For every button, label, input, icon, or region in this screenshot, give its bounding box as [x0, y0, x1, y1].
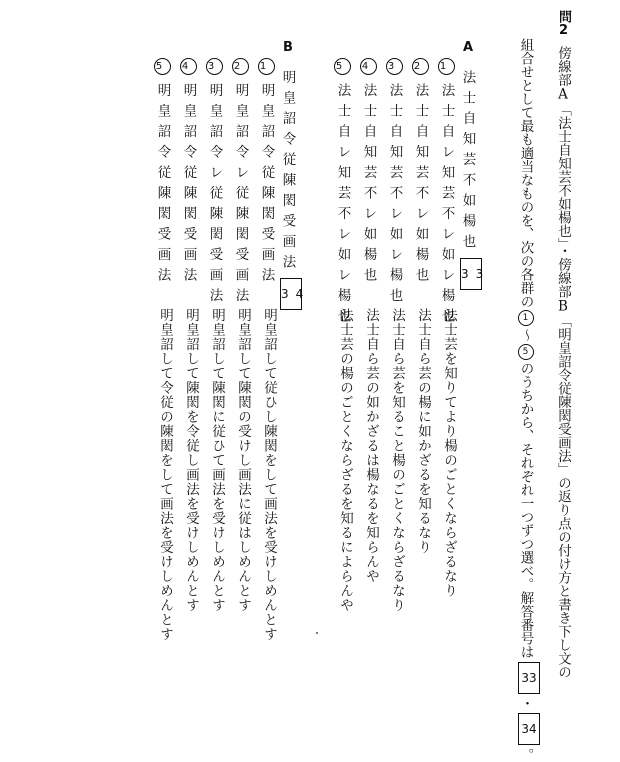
question-line-1: 傍線部A「法士自知芸不如楊也」・傍線部B「明皇詔令従陳閎受画法」の返り点の付け方と書き下し文の: [555, 46, 571, 679]
group-a-reading-5: 法士芸の楊のごとくならざるを知るによらんや: [337, 308, 353, 613]
group-a-option-5[interactable]: [334, 58, 351, 329]
question-heading: [556, 10, 571, 679]
scan-speck: [316, 632, 318, 634]
question-instructions: [518, 38, 541, 762]
group-b-reading-4: 明皇詔して陳閎を令従し画法を受けしめんとす: [183, 308, 199, 613]
group-b-label: B: [280, 40, 296, 62]
group-a-reading-2: 法士自ら芸の楊に如かざるを知るなり: [415, 308, 431, 555]
option-number: 3: [386, 58, 403, 75]
group-b-reading-1: 明皇詔して従ひし陳閎をして画法を受けしめんとす: [261, 308, 277, 642]
group-a-reading-3: 法士自ら芸を知ること楊のごとくならざるなり: [389, 308, 405, 613]
option-number: 2: [412, 58, 429, 75]
option-number: 2: [232, 58, 249, 75]
group-a-label: A: [460, 40, 476, 62]
group-b-header: [279, 40, 311, 313]
option-number: 5: [334, 58, 351, 75]
circle-number-first: 1: [518, 310, 534, 326]
option-kanbun: 法士自レ知芸不レ如レ楊也: [334, 83, 351, 329]
group-b-option-3[interactable]: [206, 58, 223, 309]
group-a-passage: 法士自知芸不如楊也: [459, 70, 476, 255]
group-a-option-1[interactable]: [438, 58, 455, 329]
option-kanbun: 明皇詔令レ従陳閎受画法: [232, 83, 249, 309]
group-a-header: [459, 40, 491, 293]
group-a-reading-4: 法士自ら芸の如かざるは楊なるを知らんや: [363, 308, 379, 584]
option-number: 4: [360, 58, 377, 75]
option-number: 1: [438, 58, 455, 75]
group-a-option-2[interactable]: [412, 58, 429, 288]
group-b-passage: 明皇詔令従陳閎受画法: [279, 70, 296, 275]
answer-box-33[interactable]: 33: [518, 662, 540, 694]
option-kanbun: 明皇詔令従陳閎受画法: [154, 83, 171, 288]
option-kanbun: 法士自知芸不レ如楊也: [412, 83, 429, 288]
group-b-reading-3: 明皇詔して陳閎に従ひて画法を受けしめんとす: [209, 308, 225, 613]
option-number: 5: [154, 58, 171, 75]
group-b-option-1[interactable]: [258, 58, 275, 288]
group-a-reading-1: 法士芸を知りてより楊のごとくならざるなり: [441, 308, 457, 598]
group-b-option-4[interactable]: [180, 58, 197, 288]
option-kanbun: 法士自知芸不レ如レ楊也: [386, 83, 403, 309]
question-line-2-start: 組合せとして最も適当なものを、次の各群の: [517, 38, 534, 308]
option-number: 1: [258, 58, 275, 75]
group-b-reading-2: 明皇詔して陳閎の受けし画法に従はしめんとす: [235, 308, 251, 613]
box-separator: ・: [517, 696, 534, 710]
group-a-option-4[interactable]: [360, 58, 377, 288]
option-number: 3: [206, 58, 223, 75]
option-number: 4: [180, 58, 197, 75]
group-a-answer-box[interactable]: 33: [460, 258, 482, 290]
group-b-answer-box[interactable]: 34: [280, 278, 302, 310]
question-number: 問2: [556, 10, 571, 38]
question-period: 。: [517, 748, 534, 762]
option-kanbun: 法士自知芸不レ如楊也: [360, 83, 377, 288]
range-mark: ～: [517, 328, 534, 342]
group-b-option-5[interactable]: [154, 58, 171, 288]
option-kanbun: 法士自レ知芸不レ如レ楊也: [438, 83, 455, 329]
question-line-2-end: のうちから、それぞれ一つずつ選べ。解答番号は: [517, 361, 534, 659]
option-kanbun: 明皇詔令従陳閎受画法: [180, 83, 197, 288]
option-kanbun: 明皇詔令従陳閎受画法: [258, 83, 275, 288]
answer-box-34[interactable]: 34: [518, 713, 540, 745]
group-b-option-2[interactable]: [232, 58, 249, 309]
group-a-option-3[interactable]: [386, 58, 403, 309]
option-kanbun: 明皇詔令レ従陳閎受画法: [206, 83, 223, 309]
circle-number-last: 5: [518, 344, 534, 360]
group-b-reading-5: 明皇詔して令従の陳閎をして画法を受けしめんとす: [157, 308, 173, 642]
